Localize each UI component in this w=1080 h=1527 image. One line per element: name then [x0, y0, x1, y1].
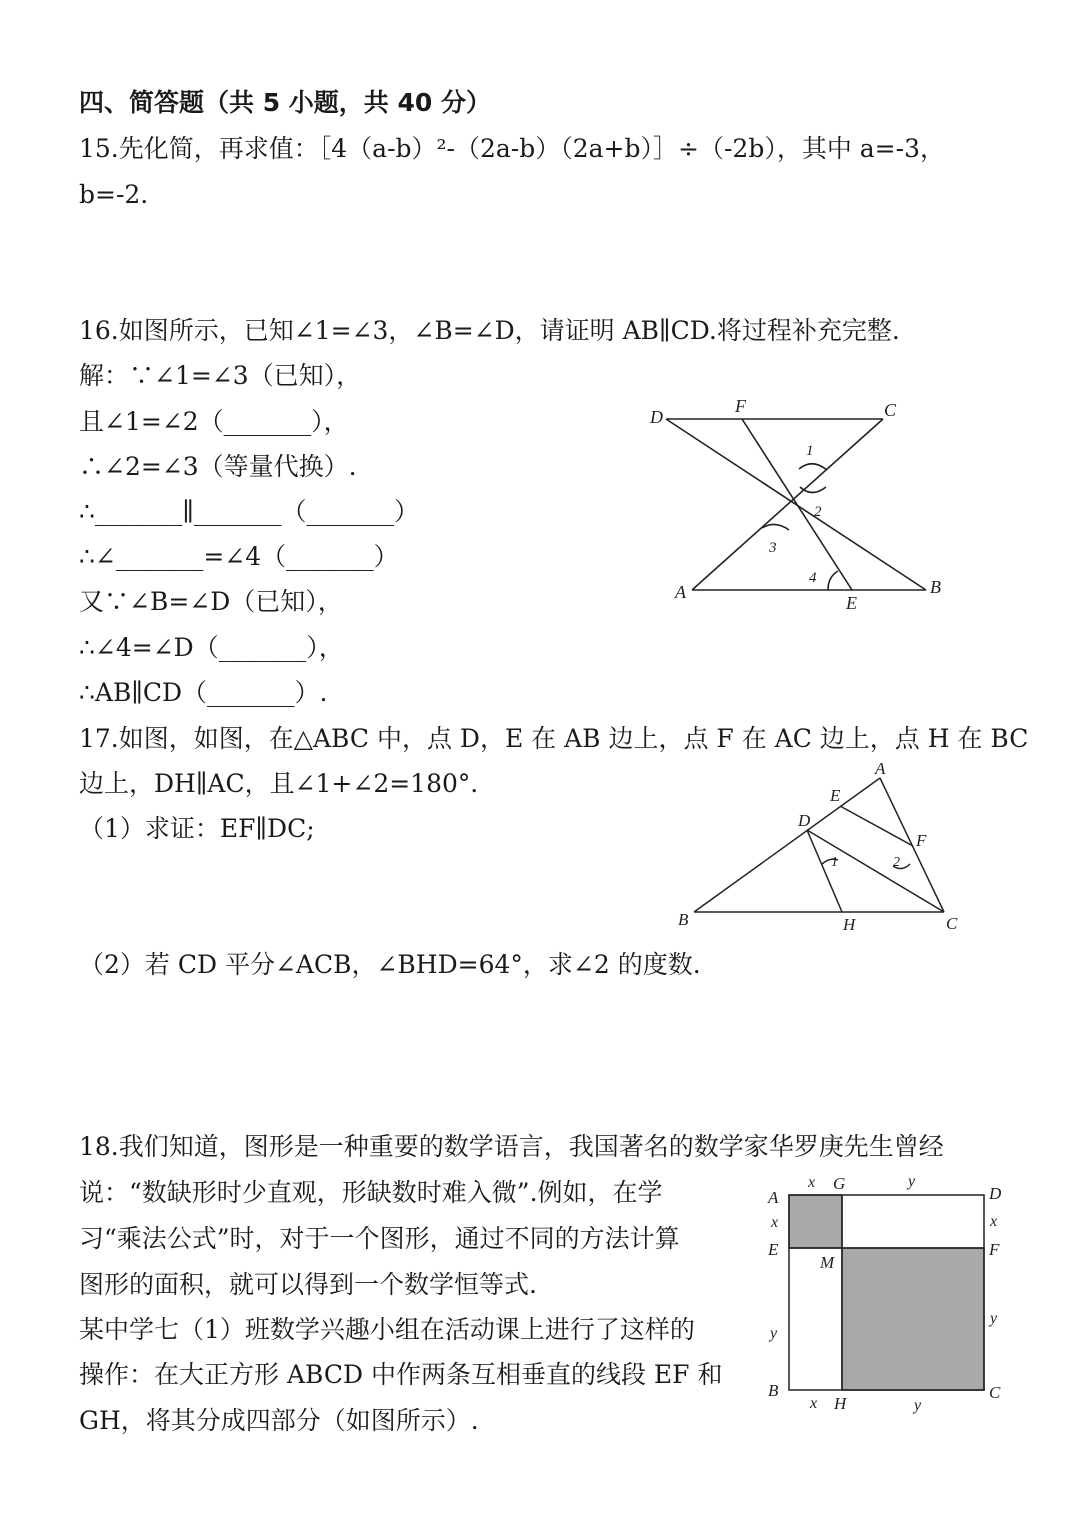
- q18-label-h: H: [834, 1394, 847, 1413]
- q18-label-m: M: [820, 1253, 835, 1272]
- q17-label-b: B: [678, 910, 689, 929]
- q17-line2: 边上，DH∥AC，且∠1+∠2=180°．: [79, 769, 496, 798]
- q16-label-a: A: [675, 582, 686, 602]
- q17-part1: （1）求证：EF∥DC;: [79, 814, 315, 843]
- q18-label-a: A: [768, 1188, 779, 1207]
- q16-step: ∴∠4=∠D（_______），: [79, 633, 344, 662]
- q18-label-x-left: x: [771, 1214, 779, 1231]
- q18-label-e: E: [768, 1240, 779, 1259]
- q18-label-x-right: x: [990, 1213, 998, 1230]
- q16-step: ∴AB∥CD（_______）.: [79, 678, 328, 707]
- q18-label-c: C: [989, 1383, 1001, 1402]
- q17-angle-1: 1: [831, 855, 838, 870]
- q17-part2: （2）若 CD 平分∠ACB，∠BHD=64°，求∠2 的度数.: [79, 950, 701, 979]
- q16-label-d: D: [650, 407, 663, 427]
- q18-label-y-top: y: [908, 1173, 916, 1190]
- q18-line: GH，将其分成四部分（如图所示）.: [79, 1406, 479, 1435]
- q16-label-e: E: [846, 593, 857, 613]
- q18-label-y-right: y: [990, 1310, 998, 1327]
- q17-label-d: D: [798, 811, 811, 830]
- q18-label-d: D: [989, 1184, 1002, 1203]
- q16-step: ∴_______∥_______（_______）: [79, 497, 419, 526]
- q15-line1: 15.先化简，再求值：［4（a-b）²-（2a-b）（2a+b）］÷（-2b），其中 a=-3，: [79, 134, 945, 163]
- q18-label-x-bottom: x: [810, 1395, 818, 1412]
- q17-line1: 17.如图，如图，在△ABC 中，点 D，E 在 AB 边上，点 F 在 AC 边上，点 H 在 BC: [79, 724, 1029, 753]
- q16-angle-3: 3: [769, 540, 777, 556]
- section-title: 四、简答题（共 5 小题，共 40 分）: [79, 88, 492, 117]
- q18-label-y-bottom: y: [914, 1397, 922, 1414]
- q15-line2: b=-2.: [79, 180, 149, 209]
- q16-label-c: C: [884, 400, 897, 420]
- q18-label-f: F: [989, 1240, 1000, 1259]
- q18-label-g: G: [833, 1174, 846, 1193]
- q16-step: 且∠1=∠2（_______），: [79, 407, 349, 436]
- q16-step: 又∵∠B=∠D（已知），: [79, 587, 343, 616]
- q18-line: 某中学七（1）班数学兴趣小组在活动课上进行了这样的: [79, 1315, 695, 1344]
- q16-label-f: F: [735, 396, 746, 416]
- q16-step: ∴∠_______=∠4（_______）: [79, 542, 399, 571]
- q18-label-x-top: x: [808, 1174, 816, 1191]
- q18-label-y-left: y: [770, 1325, 778, 1342]
- q16-angle-4: 4: [809, 570, 817, 586]
- q18-label-b: B: [768, 1381, 779, 1400]
- q18-square-mfch: [842, 1248, 984, 1390]
- q17-label-f: F: [916, 831, 927, 850]
- q18-square-ae-mg: [789, 1195, 842, 1248]
- q16-step: 解：∵∠1=∠3（已知），: [79, 361, 362, 390]
- q16-stem: 16.如图所示，已知∠1=∠3，∠B=∠D，请证明 AB∥CD.将过程补充完整.: [79, 316, 900, 345]
- q18-line: 18.我们知道，图形是一种重要的数学语言，我国著名的数学家华罗庚先生曾经: [79, 1132, 944, 1161]
- q18-line: 图形的面积，就可以得到一个数学恒等式.: [79, 1270, 537, 1299]
- q18-line: 操作：在大正方形 ABCD 中作两条互相垂直的线段 EF 和: [79, 1360, 723, 1389]
- q17-angle-2: 2: [893, 855, 900, 870]
- q17-label-a: A: [875, 759, 886, 778]
- q17-label-h: H: [843, 915, 856, 934]
- q18-line: 习“乘法公式”时，对于一个图形，通过不同的方法计算: [79, 1224, 680, 1253]
- q16-angle-2: 2: [814, 504, 822, 520]
- q16-label-b: B: [930, 577, 941, 597]
- q17-label-e: E: [830, 786, 841, 805]
- q17-label-c: C: [946, 914, 958, 933]
- q16-step: ∴∠2=∠3（等量代换）.: [79, 452, 357, 481]
- q18-line: 说：“数缺形时少直观，形缺数时难入微”.例如，在学: [79, 1178, 663, 1207]
- q16-angle-1: 1: [806, 443, 814, 459]
